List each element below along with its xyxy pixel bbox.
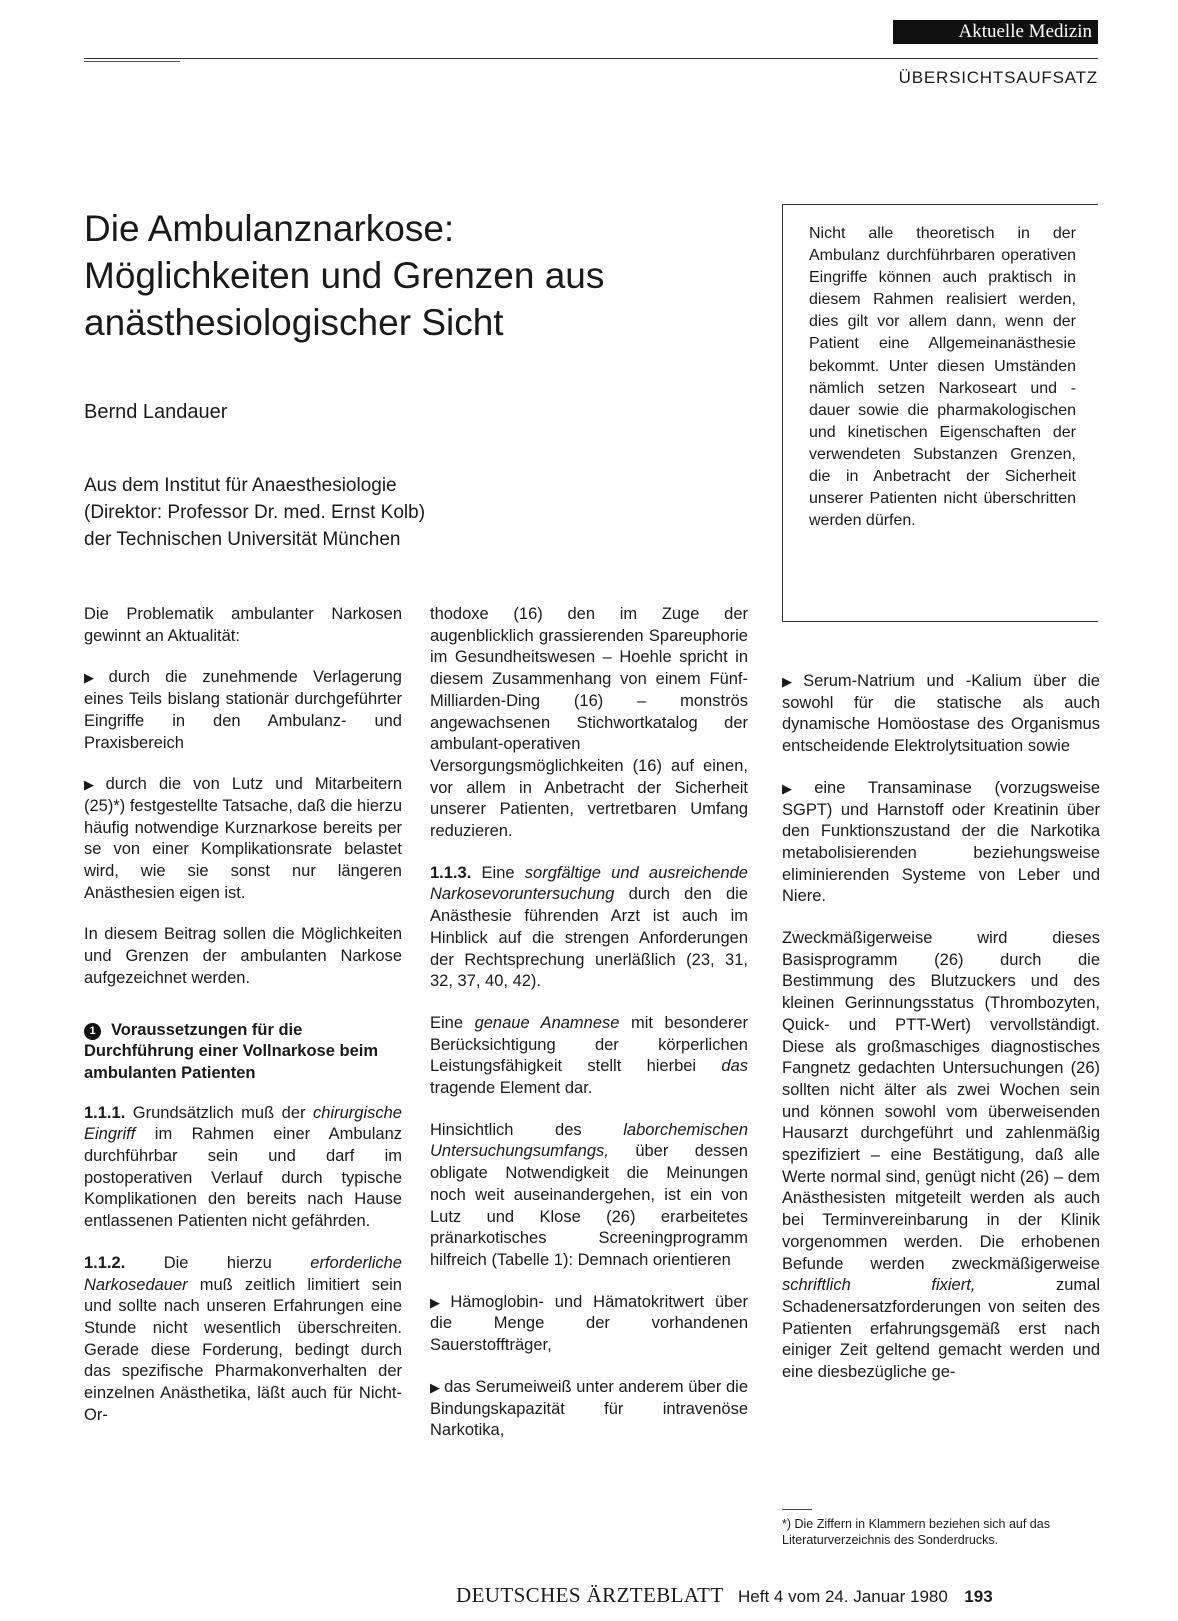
section-tag: Aktuelle Medizin [893,20,1098,44]
section-number-icon: 1 [84,1023,101,1040]
page-footer [456,1583,993,1608]
paragraph: In diesem Beitrag sollen die Möglichkeiten und Grenzen der ambulanten Narkose aufgezeichnet werden. [84,925,402,987]
bullet-item: ▶ durch die zunehmende Verlagerung eines Teils bislang stationär durchgeführter Eingriffe in den Ambulanz- und Praxisbereich [84,668,402,752]
bullet-item: ▶ Hämoglobin- und Hämatokritwert über die Menge der vorhandenen Sauerstoffträger, [430,1292,749,1355]
triangle-bullet-icon: ▶ [430,1379,441,1395]
title-line: Die Ambulanznarkose: [84,208,455,249]
paragraph: 1.1.3. Eine sorgfältige und ausreichende Narkosevoruntersuchung durch den die Anästhesie führenden Arzt ist auch im Hinblick auf die strengen Anforderungen der Rechtsprechung unerläßlich (23, 31, 32, 37, 40, 42). [430,863,748,991]
bullet-item: ▶ durch die von Lutz und Mitarbeitern (25)*) festgestellte Tatsache, daß die hierzu häufig notwendige Kurznarkose bereits per se von einer Komplikationsrate belastet wird, wie sie sonst nur längeren Anästhesien eigen ist. [84,775,402,902]
section-heading: 1 Voraussetzungen für die Durchführung einer Vollnarkose beim ambulanten Patienten [84,1020,378,1082]
journal-name: DEUTSCHES ÄRZTEBLATT [456,1583,724,1607]
section-label: ÜBERSICHTSAUFSATZ [898,68,1098,87]
paragraph: Zweckmäßigerweise wird dieses Basisprogramm (26) durch die Bestimmung des Blutzuckers und des kleinen Gerinnungsstatus (Thrombozyten, Quick- und PTT-Wert) vervollständigt. Diese als großmaschiges diagnostisches Fangnetz gedachten Untersuchungen (26) sollten nicht älter als zwei Wochen sein und können sowohl vom überweisenden Hausarzt durchgeführt und zahlenmäßig spezifiziert – eine Bestätigung, daß alle Werte normal sind, genügt nicht (26) – dem Anästhesisten mitgeteilt werden als auch bei Terminvereinbarung in der Klinik vorgenommen werden. Die erhobenen Befunde werden zweckmäßigerweise schriftlich fixiert, zumal Schadenersatzforderungen von seiten des Patienten erfahrungsgemäß erst nach einiger Zeit geltend gemacht werden und eine diesbezügliche ge- [782,929,1100,1382]
paragraph: Hinsichtlich des laborchemischen Untersuchungsumfangs, über dessen obligate Notwendigkeit die Meinungen noch weit auseinandergehen, ist ein von Lutz und Klose (26) erarbeitetes pränarkotisches Screeningprogramm hilfreich (Tabelle 1): Demnach orientieren [430,1120,748,1269]
page-number: 193 [964,1587,993,1606]
title-line: Möglichkeiten und Grenzen aus [84,255,605,296]
affiliation-line: (Direktor: Professor Dr. med. Ernst Kolb) [84,502,426,523]
bullet-item: ▶ das Serumeiweiß unter anderem über die Bindungskapazität für intravenöse Narkotika, [430,1377,749,1440]
paragraph: 1.1.2. Die hierzu erforderliche Narkosedauer muß zeitlich limitiert sein und sollte nach unseren Erfahrungen eine Stunde nicht wesentlich überschreiten. Gerade diese Forderung, bedingt durch das spezifische Pharmakonverhalten der einzelnen Anästhetika, läßt auch für Nicht-Or- [84,1253,402,1424]
column-3 [782,671,1100,1404]
paragraph: 1.1.1. Grundsätzlich muß der chirurgische Eingriff im Rahmen einer Ambulanz durchführbar sein und darf im postoperativen Verlauf durch typische Komplikationen den bereits nach Hause entlassenen Patienten nicht gefährden. [84,1103,402,1231]
bullet-item: ▶ Serum-Natrium und -Kalium über die sowohl für die statische als auch dynamische Homöostase des Organismus entscheidende Elektrolytsituation sowie [782,672,1100,756]
triangle-bullet-icon: ▶ [430,1294,447,1310]
footnote-rule [782,1509,812,1510]
paragraph: Die Problematik ambulanter Narkosen gewinnt an Aktualität: [84,605,402,645]
article-title [84,205,724,346]
header-rule-short [84,61,180,62]
affiliation-line: der Technischen Universität München [84,529,401,550]
paragraph: thodoxe (16) den im Zuge der augenblicklich grassierenden Spareuphorie im Gesundheitswesen – Hoehle spricht in diesem Zusammenhang von einem Fünf-Milliarden-Ding (16) – monströs angewachsenen Stichwortkatalog der ambulant-operativen Versorgungsmöglichkeiten (16) auf einen, vor allem in Anbetracht der Sicherheit unserer Patienten, vertretbaren Umfang reduzieren. [430,605,748,841]
triangle-bullet-icon: ▶ [782,780,811,796]
abstract-box [782,204,1098,622]
title-line: anästhesiologischer Sicht [84,302,504,343]
affiliation [84,472,425,553]
triangle-bullet-icon: ▶ [84,670,105,686]
affiliation-line: Aus dem Institut für Anaesthesiologie [84,475,397,496]
issue-info: Heft 4 vom 24. Januar 1980 [738,1587,948,1606]
author-name: Bernd Landauer [84,401,228,423]
header-rule [84,58,1098,59]
triangle-bullet-icon: ▶ [782,674,800,689]
abstract-text: Nicht alle theoretisch in der Ambulanz durchführbaren operativen Eingriffe können auch praktisch in diesem Rahmen realisiert werden, dies gilt vor allem dann, wenn der Patient eine Allgemeinanästhesie bekommt. Unter diesen Umständen nämlich setzen Narkoseart und -dauer sowie die pharmakologischen und kinetischen Eigenschaften der verwendeten Substanzen Grenzen, die in Anbetracht der Sicherheit unserer Patienten nicht überschritten werden dürfen. [809,225,1076,530]
paragraph: Eine genaue Anamnese mit besonderer Berücksichtigung der körperlichen Leistungsfähigkeit stellt hierbei das tragende Element dar. [430,1013,749,1098]
footnote: *) Die Ziffern in Klammern beziehen sich auf das Literaturverzeichnis des Sonderdrucks. [782,1517,1050,1547]
column-1 [84,604,402,1447]
triangle-bullet-icon: ▶ [84,777,102,793]
column-2 [430,604,748,1462]
bullet-item: ▶ eine Transaminase (vorzugsweise SGPT) und Harnstoff oder Kreatinin über den Funktionszustand der die Narkotika metabolisierenden beziehungsweise eliminierenden Systeme von Leber und Niere. [782,778,1101,906]
